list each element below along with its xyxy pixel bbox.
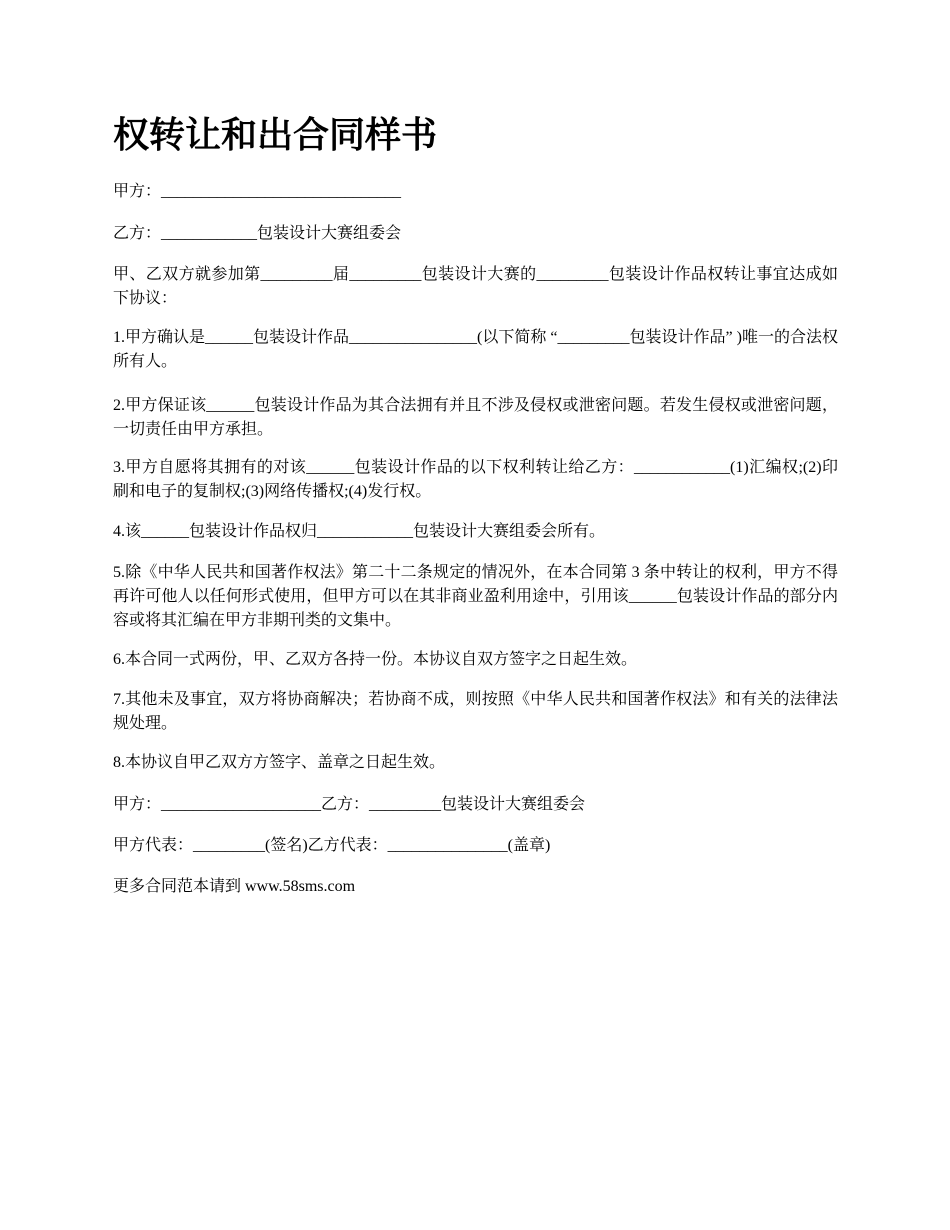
party-a-line: 甲方：______________________________ [113,183,402,200]
footer-link-text: 更多合同范本请到 www.58sms.com [113,878,356,895]
clause-7: 7.其他未及事宜，双方将协商解决；若协商不成，则按照《中华人民共和国著作权法》和有关的法律法规处理。 [113,691,838,732]
clause-3: 3.甲方自愿将其拥有的对该______包装设计作品的以下权利转让给乙方：____________(1)汇编权;(2)印刷和电子的复制权;(3)网络传播权;(4)发行权。 [113,459,838,500]
clause-4: 4.该______包装设计作品权归____________包装设计大赛组委会所有。 [113,523,606,540]
signature-line: 甲方：____________________乙方：_________包装设计大赛组委会 [113,796,586,813]
document-title: 权转让和出合同样书 [113,115,438,156]
clause-1: 1.甲方确认是______包装设计作品________________(以下简称 “_________包装设计作品” )唯一的合法权所有人。 [113,329,838,370]
representatives-line: 甲方代表：_________(签名)乙方代表：_______________(盖章) [113,837,551,854]
clause-5: 5.除《中华人民共和国著作权法》第二十二条规定的情况外，在本合同第 3 条中转让的权利，甲方不得再许可他人以任何形式使用，但甲方可以在其非商业盈利用途中，引用该______包装设计作品的部分内容或将其汇编在甲方非期刊类的文集中。 [113,564,838,629]
clause-2: 2.甲方保证该______包装设计作品为其合法拥有并且不涉及侵权或泄密问题。若发生侵权或泄密问题，一切责任由甲方承担。 [113,397,838,438]
intro-paragraph: 甲、乙双方就参加第_________届_________包装设计大赛的_________包装设计作品权转让事宜达成如下协议： [113,266,838,307]
clause-8: 8.本协议自甲乙双方方签字、盖章之日起生效。 [113,754,446,771]
clause-6: 6.本合同一式两份，甲、乙双方各持一份。本协议自双方签字之日起生效。 [113,651,638,668]
party-b-line: 乙方：____________包装设计大赛组委会 [113,225,402,242]
